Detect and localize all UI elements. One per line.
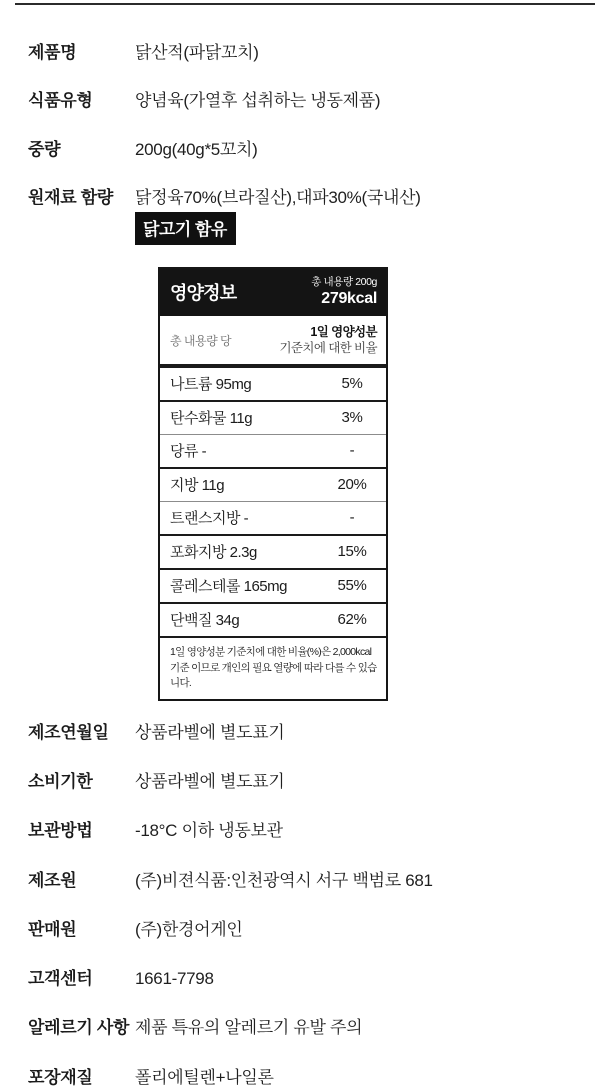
spec-value: 1661-7798 — [135, 969, 214, 989]
nutrient-row — [160, 568, 386, 602]
spec-row — [28, 139, 610, 160]
spec-row — [28, 870, 610, 891]
nutrient-name: 당류 - — [170, 443, 207, 461]
nutrient-daily-percent: - — [349, 509, 355, 527]
nutrient-row — [160, 400, 386, 434]
top-divider — [15, 3, 595, 5]
spec-label: 중량 — [28, 139, 61, 159]
spec-value: 제품 특유의 알레르기 유발 주의 — [135, 1018, 363, 1038]
spec-label: 고객센터 — [28, 969, 93, 989]
spec-label: 포장재질 — [28, 1067, 93, 1087]
spec-value: (주)한경어게인 — [135, 919, 243, 939]
spec-row — [28, 820, 610, 841]
nutrition-totals — [311, 276, 377, 308]
product-spec-list-bottom — [28, 701, 610, 1088]
nutrient-name: 콜레스테롤 165mg — [170, 578, 287, 596]
spec-row — [28, 771, 610, 792]
calories-value: 279kcal — [321, 289, 377, 307]
spec-row — [28, 42, 610, 63]
spec-value: (주)비젼식품:인천광역시 서구 백범로 681 — [135, 870, 433, 890]
spec-row — [28, 968, 610, 989]
nutrient-rows — [160, 366, 386, 636]
spec-label: 제조연월일 — [28, 722, 109, 742]
spec-value: 상품라벨에 별도표기 — [135, 722, 285, 742]
nutrition-facts-label — [158, 267, 388, 701]
nutrient-daily-percent: 5% — [341, 375, 363, 393]
daily-value-header — [279, 324, 377, 357]
spec-label: 제조원 — [28, 870, 77, 890]
spec-label: 소비기한 — [28, 772, 93, 792]
nutrient-daily-percent: - — [349, 442, 355, 460]
spec-row — [28, 1017, 610, 1038]
per-serving-label: 총 내용량 당 — [170, 333, 232, 348]
total-amount: 총 내용량 200g — [311, 276, 377, 288]
product-spec-list-top — [28, 0, 610, 208]
nutrition-header — [160, 269, 386, 316]
nutrient-daily-percent: 62% — [337, 611, 367, 629]
nutrient-row — [160, 366, 386, 400]
spec-row — [28, 1067, 610, 1088]
spec-value: 200g(40g*5꼬치) — [135, 139, 258, 159]
spec-row — [28, 919, 610, 940]
spec-row — [28, 90, 610, 111]
spec-value: 상품라벨에 별도표기 — [135, 772, 285, 792]
nutrient-name: 포화지방 2.3g — [170, 544, 257, 562]
spec-label: 판매원 — [28, 919, 77, 939]
spec-label: 식품유형 — [28, 91, 93, 111]
nutrient-name: 탄수화물 11g — [170, 410, 253, 428]
spec-value: 폴리에틸렌+나일론 — [135, 1067, 274, 1087]
nutrient-daily-percent: 55% — [337, 577, 367, 595]
nutrient-row — [160, 501, 386, 534]
ingredient-badge-row — [135, 212, 610, 245]
nutrient-name: 단백질 34g — [170, 612, 240, 630]
nutrient-daily-percent: 20% — [337, 476, 367, 494]
spec-row — [28, 187, 610, 208]
nutrient-name: 지방 11g — [170, 477, 225, 495]
spec-value: 닭정육70%(브라질산),대파30%(국내산) — [135, 187, 421, 207]
spec-label: 제품명 — [28, 43, 77, 62]
chicken-content-badge: 닭고기 함유 — [135, 212, 236, 245]
nutrition-footnote — [160, 636, 386, 699]
spec-row — [28, 722, 610, 743]
nutrition-footnote-line2: 기준 이므로 개인의 필요 열량에 따라 다를 수 있습니다. — [170, 661, 377, 689]
spec-label: 원재료 함량 — [28, 187, 114, 207]
nutrient-row — [160, 467, 386, 501]
nutrient-daily-percent: 15% — [337, 543, 367, 561]
nutrition-footnote-line1: 1일 영양성분 기준치에 대한 비율(%)은 2,000kcal — [170, 646, 372, 659]
nutrient-row — [160, 602, 386, 636]
daily-value-header-sub: 기준치에 대한 비율 — [279, 341, 377, 356]
nutrient-daily-percent: 3% — [341, 409, 363, 427]
spec-value: 양념육(가열후 섭취하는 냉동제품) — [135, 91, 381, 111]
nutrient-row — [160, 534, 386, 568]
spec-label: 알레르기 사항 — [28, 1018, 130, 1038]
spec-value: 닭산적(파닭꼬치) — [135, 43, 259, 62]
spec-label: 보관방법 — [28, 821, 93, 841]
nutrition-title: 영양정보 — [170, 282, 237, 303]
nutrition-subheader — [160, 316, 386, 367]
daily-value-header-bold: 1일 영양성분 — [310, 324, 377, 339]
nutrient-name: 나트륨 95mg — [170, 376, 252, 394]
nutrient-name: 트랜스지방 - — [170, 510, 249, 528]
spec-value: -18°C 이하 냉동보관 — [135, 821, 283, 841]
nutrient-row — [160, 434, 386, 467]
